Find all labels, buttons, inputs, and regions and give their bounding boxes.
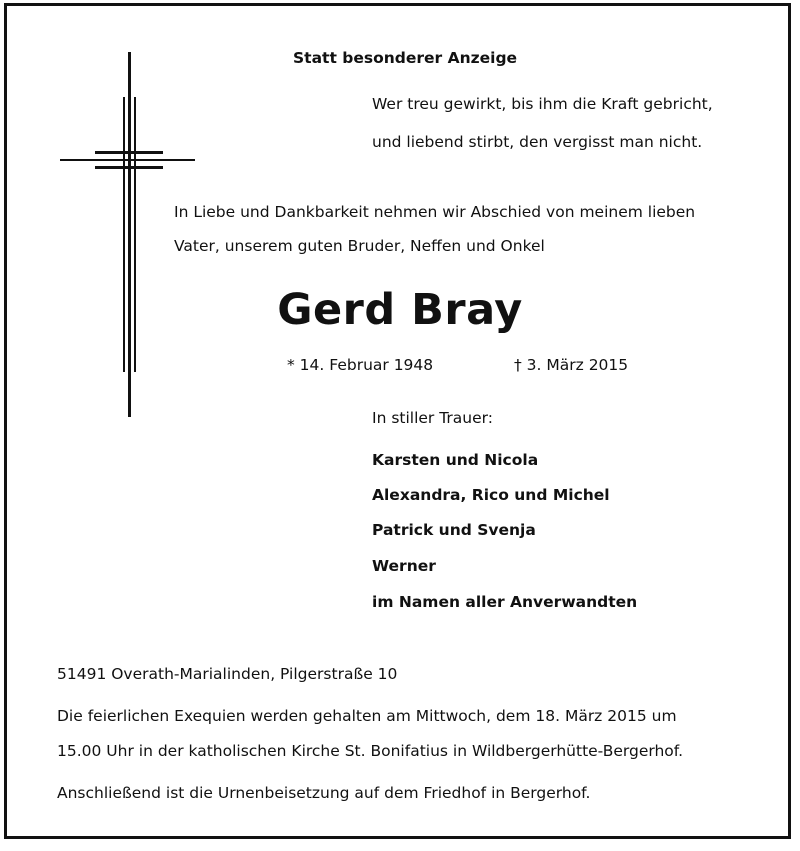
motto-line-1: Wer treu gewirkt, bis ihm die Kraft gebricht, [372,95,713,113]
motto-line-2: und liebend stirbt, den vergisst man nicht. [372,133,703,151]
service-line-2: 15.00 Uhr in der katholischen Kirche St. Bonifatius in Wildbergerhütte-Bergerhof. [57,742,684,760]
burial-note: Anschließend ist die Urnenbeisetzung auf dem Friedhof in Bergerhof. [57,784,591,802]
notice-header: Statt besonderer Anzeige [293,49,518,67]
mourner-name: im Namen aller Anverwandten [372,593,638,611]
death-date: † 3. März 2015 [514,356,629,374]
mourner-name: Karsten und Nicola [372,451,539,469]
intro-line-1: In Liebe und Dankbarkeit nehmen wir Abschied von meinem lieben [174,203,696,221]
deceased-name: Gerd Bray [277,285,523,335]
address: 51491 Overath-Marialinden, Pilgerstraße 10 [57,665,398,683]
mourner-name: Alexandra, Rico und Michel [372,486,610,504]
service-line-1: Die feierlichen Exequien werden gehalten am Mittwoch, dem 18. März 2015 um [57,707,677,725]
birth-date: * 14. Februar 1948 [287,356,434,374]
intro-line-2: Vater, unserem guten Bruder, Neffen und Onkel [174,237,545,255]
mourner-name: Patrick und Svenja [372,521,536,539]
mourner-name: Werner [372,557,436,575]
mourners-heading: In stiller Trauer: [372,409,493,427]
